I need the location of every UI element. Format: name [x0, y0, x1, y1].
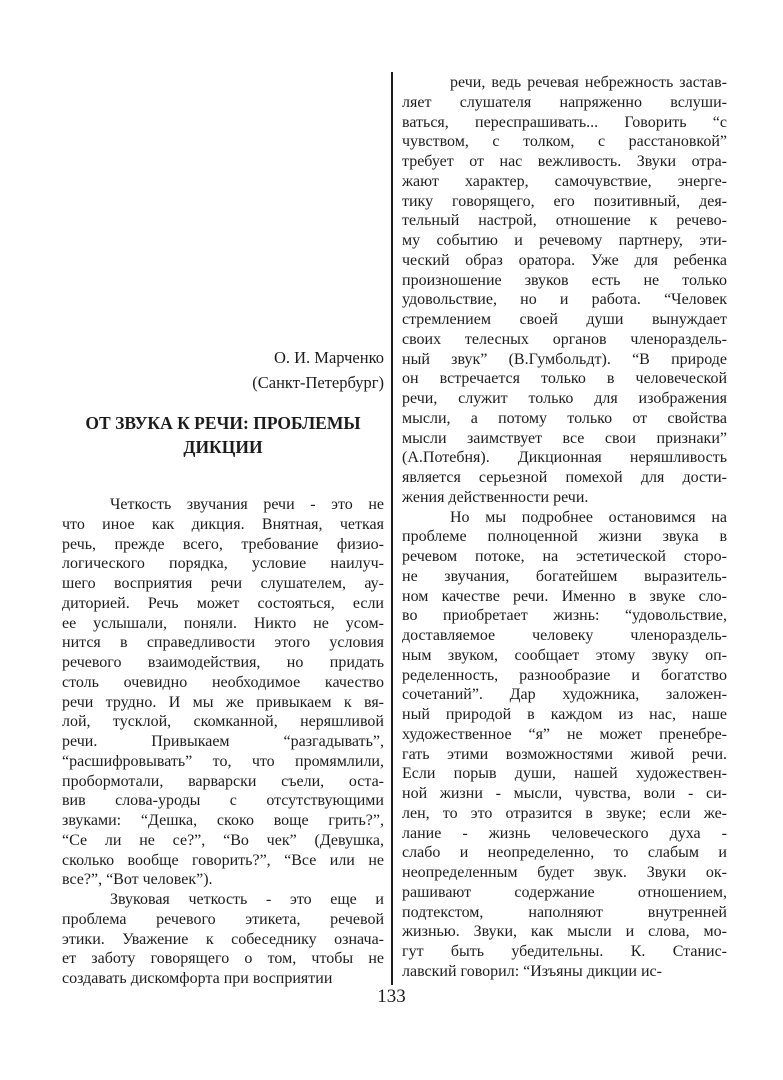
text-line: Четкость звучания речи - это не	[110, 496, 384, 513]
text-line: Если порыв души, нашей художествен-	[402, 765, 727, 783]
text-line: речевом потоке, на эстетической сторо-	[402, 548, 727, 565]
text-line: ный звук” (В.Гумбольдт). “В природе	[402, 350, 727, 368]
paragraph	[402, 73, 727, 508]
left-column	[62, 345, 384, 989]
text-line: стремлением своей души вынуждает	[402, 311, 727, 328]
text-line: слабо и неопределенно, то слабым и	[402, 844, 727, 862]
right-column	[402, 73, 727, 982]
text-line: не звучания, богатейшем выразитель-	[402, 567, 727, 585]
text-line: своих телесных органов членораздель-	[402, 330, 727, 348]
text-line: звуками: “Дешка, скоко воще грить?”,	[62, 812, 384, 829]
text-line: ет заботу говорящего о том, чтобы не	[62, 950, 384, 968]
text-line: речь, прежде всего, требование физио-	[62, 535, 384, 553]
text-line: лавский говорил: “Изъяны дикции ис-	[402, 962, 662, 980]
author-location: (Санкт-Петербург)	[252, 373, 384, 392]
text-line: сколько вообще говорить?”, “Все или не	[62, 851, 384, 869]
text-line: доставляемое человеку членораздель-	[402, 627, 727, 644]
text-line: художественное “я” не может пренебре-	[402, 725, 727, 743]
text-line: вив слова-уроды с отсутствующими	[62, 792, 384, 810]
author-block	[62, 345, 384, 395]
author-name: О. И. Марченко	[273, 348, 384, 367]
text-line: тельный настрой, отношение к речево-	[402, 212, 727, 230]
text-line: жения действенности речи.	[402, 488, 589, 506]
text-line: лен, то это отразится в звуке; если же-	[402, 804, 727, 822]
text-line: ваться, переспрашивать... Говорить “с	[402, 113, 727, 131]
text-line: Звуковая четкость - это еще и	[110, 891, 384, 908]
text-line: гать этими возможностями живой речи.	[402, 745, 727, 763]
text-line: он встречается только в человеческой	[402, 370, 727, 388]
column-divider-rule	[391, 72, 393, 985]
paragraph	[62, 890, 384, 989]
text-line: жают характер, самочувствие, энерге-	[402, 172, 727, 190]
paragraph	[402, 508, 727, 982]
text-line: проблеме полноценной жизни звука в	[402, 528, 727, 546]
text-line: речи, служит только для изображения	[402, 390, 727, 407]
left-column-text	[62, 495, 384, 989]
text-line: этики. Уважение к собеседнику означа-	[62, 930, 384, 948]
text-line: подтекстом, наполняют внутренней	[402, 903, 727, 921]
text-line: ным звуком, сообщает этому звуку оп-	[402, 646, 727, 664]
text-line: ной жизни - мысли, чувства, воли - си-	[402, 785, 727, 802]
text-line: мысли, а потому только от свойства	[402, 409, 727, 427]
text-line: удовольствие, но и работа. “Человек	[402, 291, 727, 309]
text-line: столь очевидно необходимое качество	[62, 673, 384, 691]
text-line: Но мы подробнее остановимся на	[450, 508, 727, 526]
text-line: мысли заимствует все свои признаки”	[402, 429, 727, 447]
paragraph	[62, 495, 384, 890]
text-line: логического порядка, условие наилуч-	[62, 555, 384, 573]
text-line: речевого взаимодействия, но придать	[62, 654, 384, 671]
text-line: проблема речевого этикета, речевой	[62, 910, 384, 928]
text-line: неопределенным будет звук. Звуки ок-	[402, 864, 727, 881]
article-title: ОТ ЗВУКА К РЕЧИ: ПРОБЛЕМЫ ДИКЦИИ	[85, 413, 361, 457]
text-line: жизнью. Звуки, как мысли и слова, мо-	[402, 923, 727, 941]
text-line: ном качестве речи. Именно в звуке сло-	[402, 587, 727, 605]
text-line: ее услышали, поняли. Никто не усом-	[62, 614, 384, 632]
text-line: лой, тусклой, скомканной, неряшливой	[62, 713, 384, 731]
text-line: чувством, с толком, с расстановкой”	[402, 133, 727, 151]
text-line: произношение звуков есть не только	[402, 271, 727, 289]
text-line: нится в справедливости этого условия	[62, 634, 384, 652]
text-line: диторией. Речь может состояться, если	[62, 594, 384, 612]
text-line: речи, ведь речевая небрежность застав-	[450, 74, 727, 91]
text-line: является серьезной помехой для дости-	[402, 469, 727, 486]
text-line: гут быть убедительны. К. Станис-	[402, 943, 727, 960]
text-line: ляет слушателя напряженно вслуши-	[402, 93, 727, 111]
text-line: (А.Потебня). Дикционная неряшливость	[402, 449, 727, 467]
text-line: рашивают содержание отношением,	[402, 883, 727, 901]
text-line: ческий образ оратора. Уже для ребенка	[402, 251, 727, 269]
text-line: требует от нас вежливость. Звуки отра-	[402, 153, 727, 170]
text-line: ный природой в каждом из нас, наше	[402, 706, 727, 723]
text-line: му событию и речевому партнеру, эти-	[402, 232, 727, 249]
text-line: тику говорящего, его позитивный, дея-	[402, 192, 727, 210]
text-line: речи трудно. И мы же привыкаем к вя-	[62, 693, 384, 711]
text-line: создавать дискомфорта при восприятии	[62, 970, 333, 987]
text-line: во приобретает жизнь: “удовольствие,	[402, 607, 727, 625]
text-line: лание - жизнь человеческого духа -	[402, 824, 727, 842]
text-line: шего восприятия речи слушателем, ау-	[62, 575, 384, 592]
page-number: 133	[377, 986, 406, 1007]
text-line: речи. Привыкаем “разгадывать”,	[62, 733, 384, 750]
text-line: “Се ли не се?”, “Во чек” (Девушка,	[62, 831, 384, 849]
text-line: все?”, “Вот человек”).	[62, 871, 213, 889]
text-line: пробормотали, варварски съели, оста-	[62, 772, 384, 790]
text-line: ределенность, разнообразие и богатство	[402, 666, 727, 684]
text-line: сочетаний”. Дар художника, заложен-	[402, 686, 727, 704]
text-line: “расшифровывать” то, что промямлили,	[62, 752, 384, 770]
text-line: что иное как дикция. Внятная, четкая	[62, 515, 384, 533]
